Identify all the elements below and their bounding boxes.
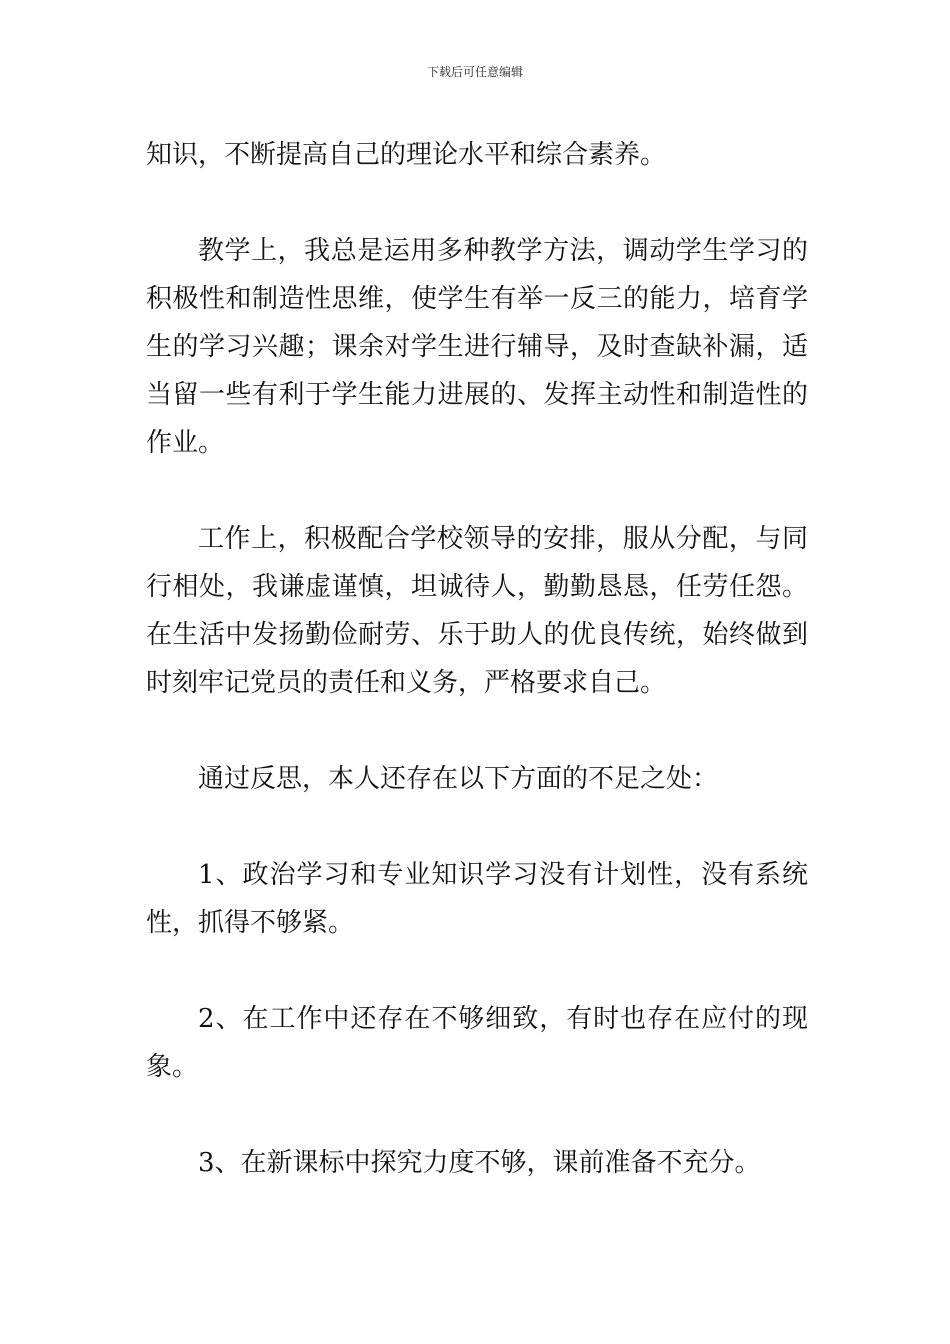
document-body <box>146 131 808 1187</box>
paragraph-shortcoming-3: 3、在新课标中探究力度不够，课前准备不充分。 <box>198 1148 761 1178</box>
paragraph-shortcoming-1: 1、政治学习和专业知识学习没有计划性，没有系统性，抓得不够紧。 <box>146 860 808 938</box>
paragraph-teaching: 教学上，我总是运用多种教学方法，调动学生学习的积极性和制造性思维，使学生有举一反三的能力，培育学生的学习兴趣；课余对学生进行辅导，及时查缺补漏，适当留一些有利于学生能力进展的、发挥主动性和制造性的作业。 <box>146 236 808 458</box>
paragraph-work: 工作上，积极配合学校领导的安排，服从分配，与同行相处，我谦虚谨慎，坦诚待人，勤勤恳恳，任劳任怨。在生活中发扬勤俭耐劳、乐于助人的优良传统，始终做到时刻牢记党员的责任和义务，严格要求自己。 <box>146 524 808 698</box>
paragraph-continuation: 知识，不断提高自己的理论水平和综合素养。 <box>146 140 667 170</box>
paragraph-shortcoming-2: 2、在工作中还存在不够细致，有时也存在应付的现象。 <box>146 1004 808 1082</box>
paragraph-reflection-intro: 通过反思，本人还存在以下方面的不足之处： <box>198 764 719 794</box>
header-note: 下载后可任意编辑 <box>426 65 523 79</box>
